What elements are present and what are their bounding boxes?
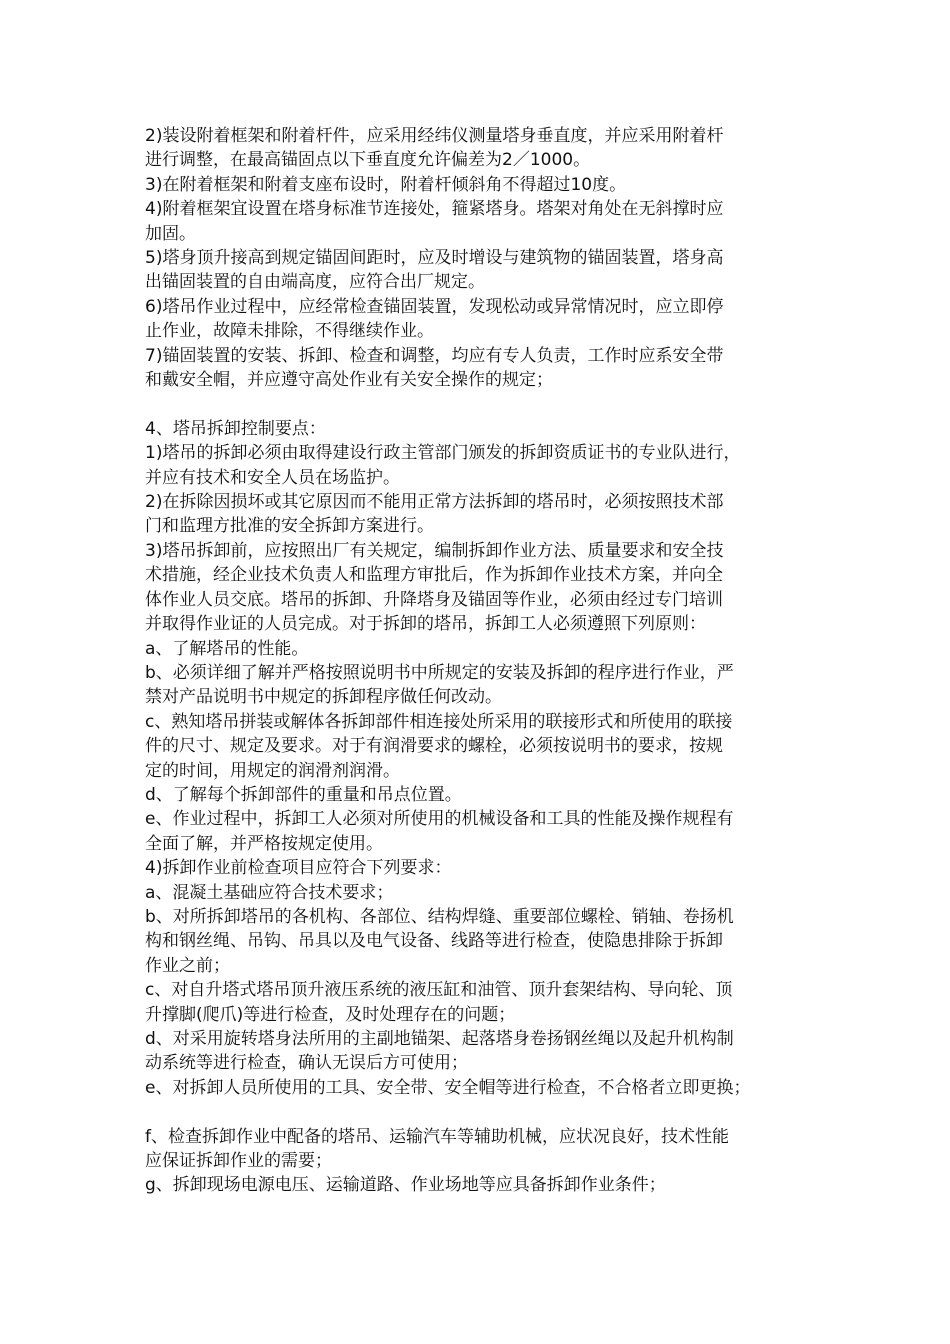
section4-item-d [145, 783, 825, 807]
text-line: 3)塔吊拆卸前，应按照出厂有关规定，编制拆卸作业方法、质量要求和安全技 [145, 540, 724, 561]
text-line: 4)拆卸作业前检查项目应符合下列要求： [145, 858, 452, 879]
section3-item-7 [145, 344, 825, 393]
text-line: 5)塔身顶升接高到规定锚固间距时，应及时增设与建筑物的锚固装置，塔身高 [145, 248, 724, 269]
section3-item-4 [145, 197, 825, 246]
text-line: 作业之前； [145, 955, 230, 976]
text-line: f、检查拆卸作业中配备的塔吊、运输汽车等辅助机械，应状况良好，技术性能 [145, 1126, 729, 1147]
section3-item-3 [145, 173, 825, 197]
text-line: 并取得作业证的人员完成。对于拆卸的塔吊，拆卸工人必须遵照下列原则： [145, 614, 706, 635]
text-line: 7)锚固装置的安装、拆卸、检查和调整，均应有专人负责，工作时应系安全带 [145, 345, 724, 366]
section4-item-a [145, 637, 825, 661]
text-line: 构和钢丝绳、吊钩、吊具以及电气设备、线路等进行检查，使隐患排除于拆卸 [145, 931, 723, 952]
text-line: b、对所拆卸塔吊的各机构、各部位、结构焊缝、重要部位螺栓、销轴、卷扬机 [145, 906, 734, 927]
text-line: 2)装设附着框架和附着杆件，应采用经纬仪测量塔身垂直度，并应采用附着杆 [145, 126, 724, 146]
text-line: 全面了解，并严格按规定使用。 [145, 833, 383, 854]
check-item-e [145, 1076, 825, 1100]
text-line: g、拆卸现场电源电压、运输道路、作业场地等应具备拆卸作业条件； [145, 1175, 666, 1196]
text-line: 件的尺寸、规定及要求。对于有润滑要求的螺栓，必须按说明书的要求，按规 [145, 736, 723, 757]
section3-item-2 [145, 124, 825, 173]
text-line: c、对自升塔式塔吊顶升液压系统的液压缸和油管、顶升套架结构、导向轮、顶 [145, 980, 733, 1001]
check-item-a [145, 881, 825, 905]
paragraph-gap [145, 1100, 825, 1124]
text-line: d、了解每个拆卸部件的重量和吊点位置。 [145, 784, 462, 805]
text-line: d、对采用旋转塔身法所用的主副地锚架、起落塔身卷扬钢丝绳以及起升机构制 [145, 1029, 734, 1050]
text-line: 6)塔吊作业过程中，应经常检查锚固装置，发现松动或异常情况时，应立即停 [145, 296, 724, 317]
check-item-b [145, 905, 825, 978]
text-line: 和戴安全帽，并应遵守高处作业有关安全操作的规定； [145, 370, 553, 391]
section4-item-3 [145, 539, 825, 637]
section3-item-5 [145, 246, 825, 295]
text-line: c、熟知塔吊拼装或解体各拆卸部件相连接处所采用的联接形式和所使用的联接 [145, 711, 733, 732]
text-line: 进行调整，在最高锚固点以下垂直度允许偏差为2／1000。 [145, 150, 591, 171]
text-line: 1)塔吊的拆卸必须由取得建设行政主管部门颁发的拆卸资质证书的专业队进行， [145, 443, 741, 464]
text-line: 术措施，经企业技术负责人和监理方审批后，作为拆卸作业技术方案，并向全 [145, 565, 723, 586]
text-line: a、了解塔吊的性能。 [145, 638, 309, 659]
text-line: 3)在附着框架和附着支座布设时，附着杆倾斜角不得超过10度。 [145, 174, 627, 195]
text-line: b、必须详细了解并严格按照说明书中所规定的安装及拆卸的程序进行作业，严 [145, 662, 734, 683]
text-line: 禁对产品说明书中规定的拆卸程序做任何改动。 [145, 687, 502, 708]
text-line: e、对拆卸人员所使用的工具、安全带、安全帽等进行检查，不合格者立即更换； [145, 1077, 751, 1098]
section4-item-b [145, 661, 825, 710]
text-line: 4)附着框架宜设置在塔身标准节连接处，箍紧塔身。塔架对角处在无斜撑时应 [145, 199, 724, 220]
check-item-g [145, 1173, 825, 1197]
text-line: 升撑脚(爬爪)等进行检查，及时处理存在的问题； [145, 1004, 516, 1025]
check-item-c [145, 978, 825, 1027]
text-line: e、作业过程中，拆卸工人必须对所使用的机械设备和工具的性能及操作规程有 [145, 809, 734, 830]
paragraph-gap [145, 392, 825, 416]
document-body [145, 124, 825, 1198]
text-line: 并应有技术和安全人员在场监护。 [145, 467, 400, 488]
text-line: 出锚固装置的自由端高度，应符合出厂规定。 [145, 272, 485, 293]
section4-item-c [145, 710, 825, 783]
check-item-f [145, 1125, 825, 1174]
text-line: 动系统等进行检查，确认无误后方可使用； [145, 1053, 468, 1074]
section4-item-e [145, 807, 825, 856]
section4-item-1 [145, 441, 825, 490]
check-item-d [145, 1027, 825, 1076]
text-line: a、混凝土基础应符合技术要求； [145, 882, 394, 903]
text-line: 体作业人员交底。塔吊的拆卸、升降塔身及锚固等作业，必须由经过专门培训 [145, 589, 723, 610]
section-heading: 4、塔吊拆卸控制要点： [145, 418, 326, 439]
text-line: 门和监理方批准的安全拆卸方案进行。 [145, 516, 434, 537]
text-line: 2)在拆除因损坏或其它原因而不能用正常方法拆卸的塔吊时，必须按照技术部 [145, 492, 724, 513]
section4-subitem-4 [145, 856, 825, 880]
section3-item-6 [145, 295, 825, 344]
text-line: 加固。 [145, 223, 196, 244]
section4-item-2 [145, 490, 825, 539]
text-line: 应保证拆卸作业的需要； [145, 1151, 332, 1172]
text-line: 定的时间，用规定的润滑剂润滑。 [145, 760, 400, 781]
text-line: 止作业，故障未排除，不得继续作业。 [145, 321, 434, 342]
